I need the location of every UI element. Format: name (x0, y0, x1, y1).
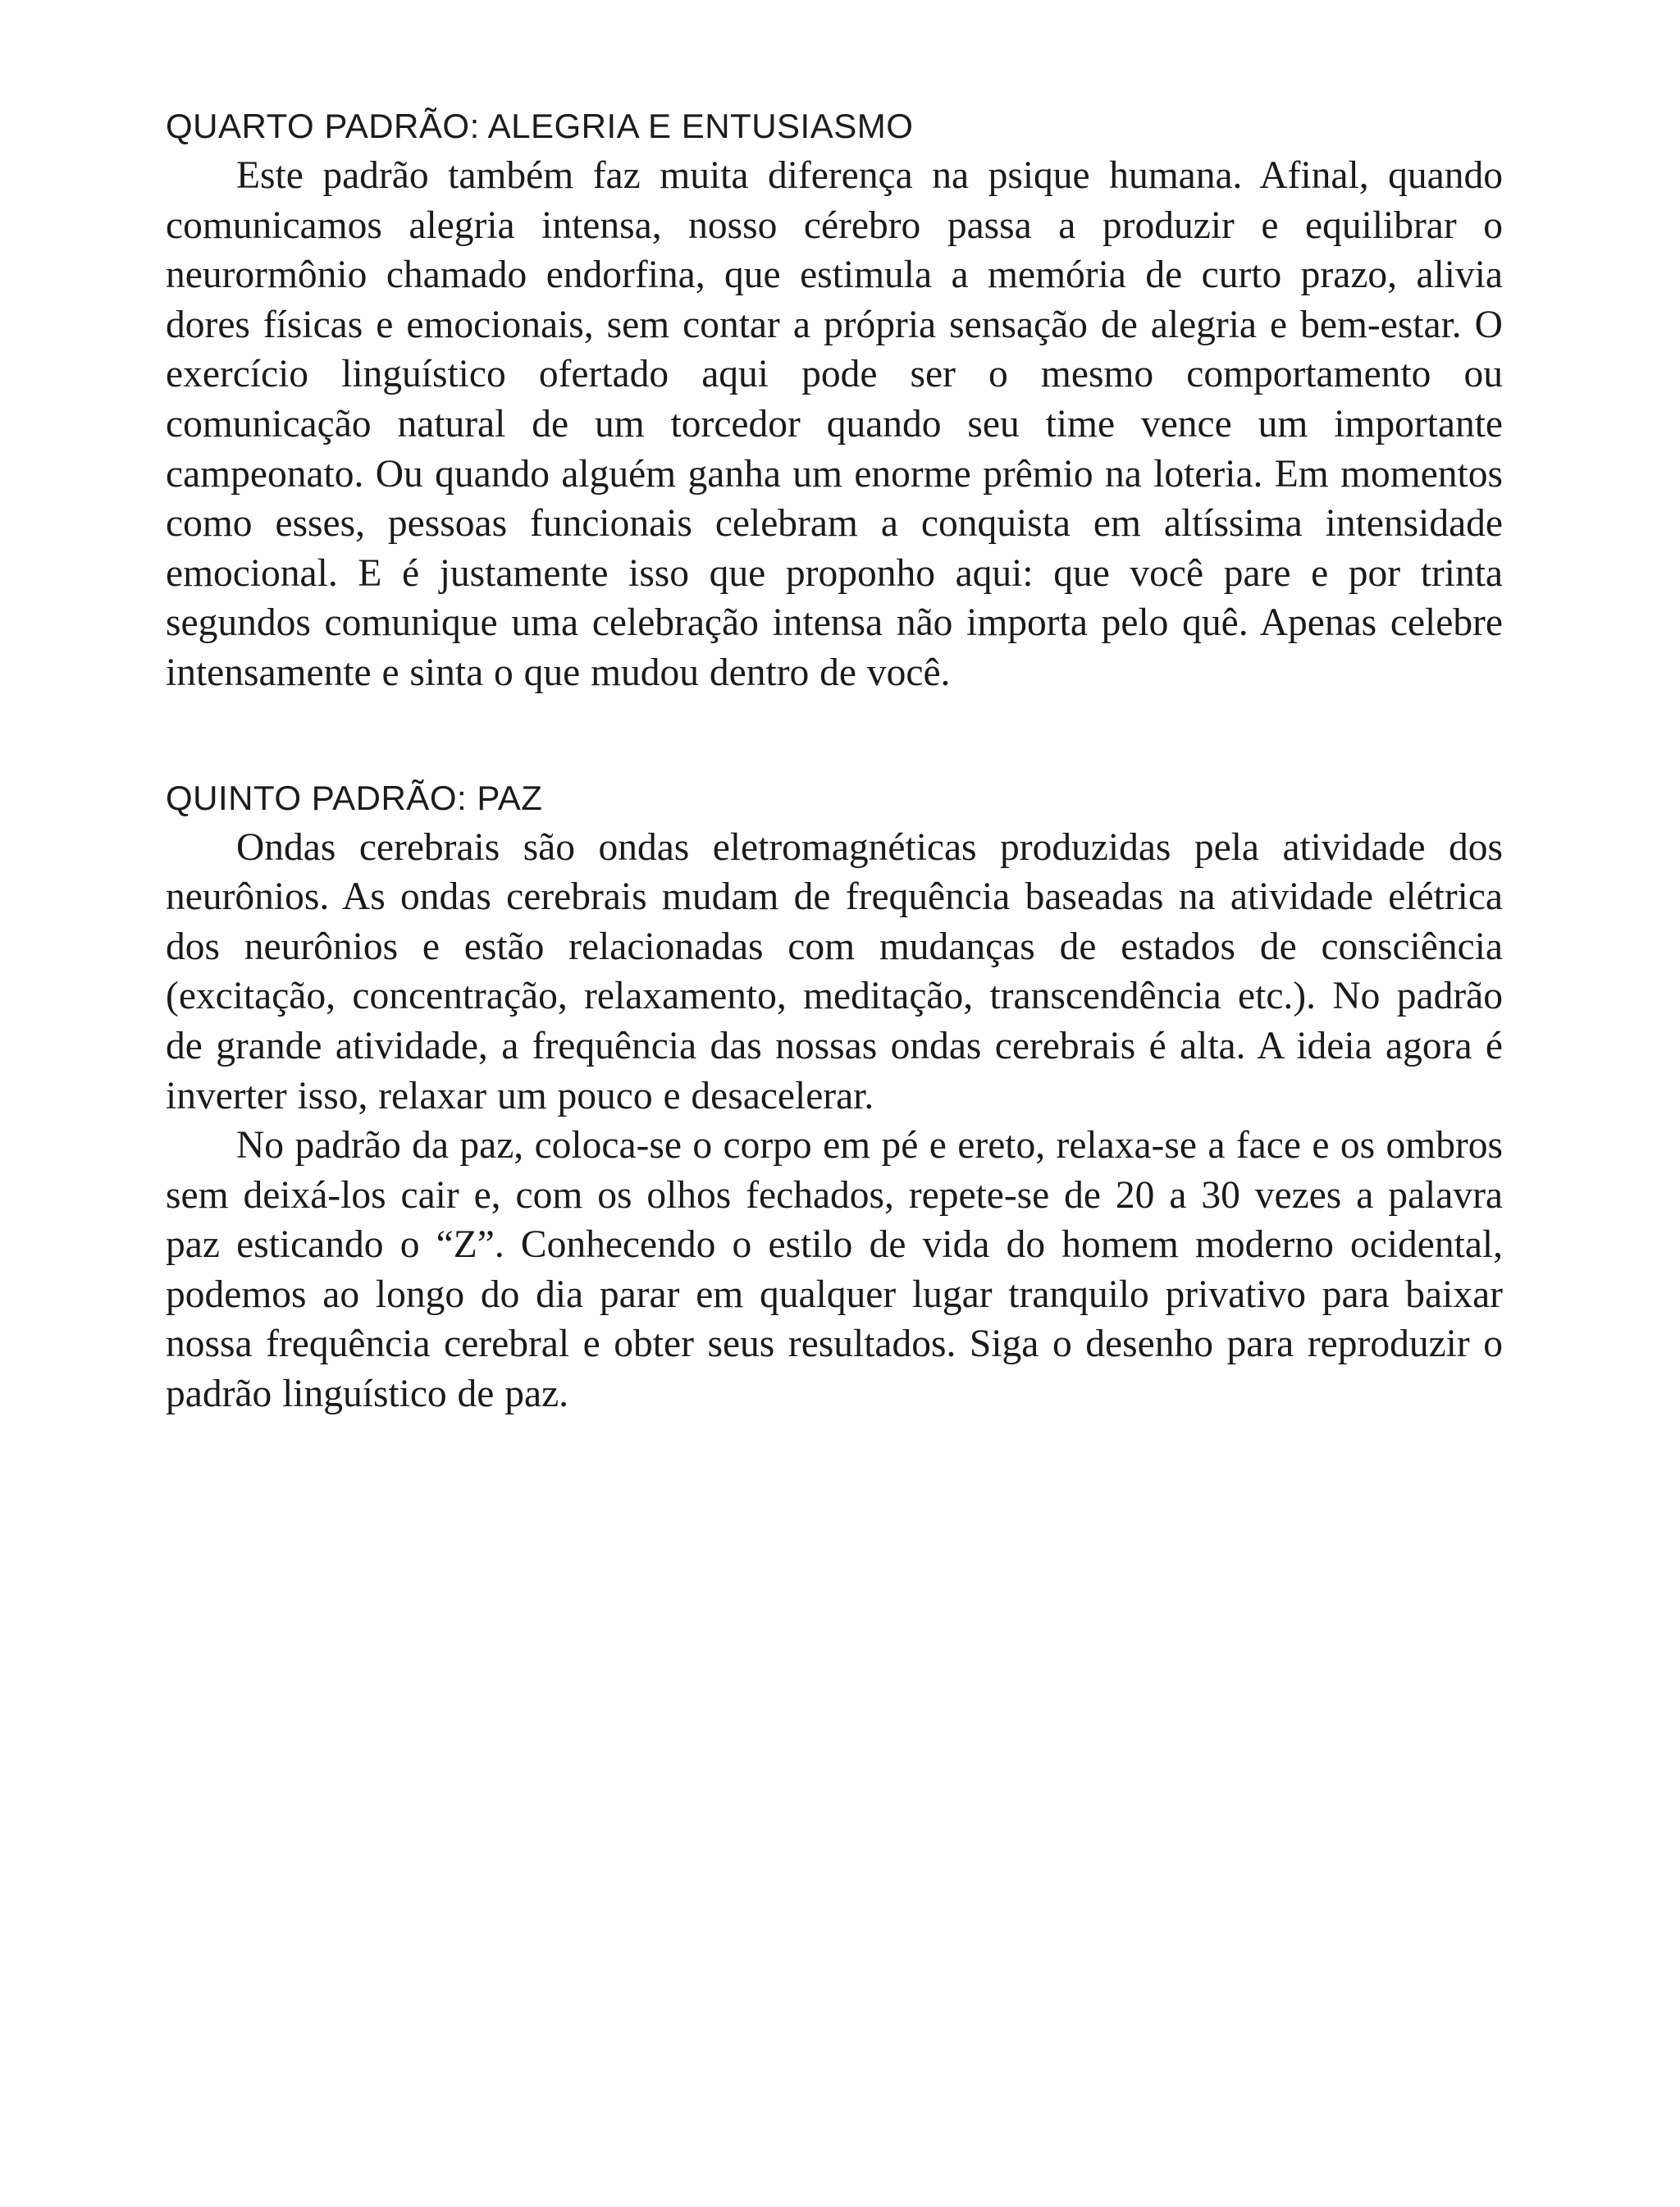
body-paragraph: Este padrão também faz muita diferença na psique humana. Afinal, quando comunicamos alegria intensa, nosso cérebro passa a produzir e equilibrar o neurormônio chamado endorfina, que estimula a memória de curto prazo, alivia dores físicas e emocionais, sem contar a própria sensação de alegria e bem-estar. O exercício linguístico ofertado aqui pode ser o mesmo comportamento ou comunicação natural de um torcedor quando seu time vence um importante campeonato. Ou quando alguém ganha um enorme prêmio na loteria. Em momentos como esses, pessoas funcionais celebram a conquista em altíssima intensidade emocional. E é justamente isso que proponho aqui: que você pare e por trinta segundos comunique uma celebração intensa não importa pelo quê. Apenas celebre intensamente e sinta o que mudou dentro de você. (166, 154, 1503, 694)
section-spacer (166, 698, 1503, 774)
section-heading: QUARTO PADRÃO: ALEGRIA E ENTUSIASMO (166, 107, 914, 145)
document-page (166, 102, 1503, 1419)
section-quarto-padrao (166, 102, 1503, 698)
body-paragraph: No padrão da paz, coloca-se o corpo em pé e ereto, relaxa-se a face e os ombros sem deixá-los cair e, com os olhos fechados, repete-se de 20 a 30 vezes a palavra paz esticando o “Z”. Conhecendo o estilo de vida do homem moderno ocidental, podemos ao longo do dia parar em qualquer lugar tranquilo privativo para baixar nossa frequência cerebral e obter seus resultados. Siga o desenho para reproduzir o padrão linguístico de paz. (166, 1124, 1503, 1416)
section-heading: QUINTO PADRÃO: PAZ (166, 778, 543, 817)
body-paragraph: Ondas cerebrais são ondas eletromagnéticas produzidas pela atividade dos neurônios. As ondas cerebrais mudam de frequência baseadas na atividade elétrica dos neurônios e estão relacionadas com mudanças de estados de consciência (excitação, concentração, relaxamento, meditação, transcendência etc.). No padrão de grande atividade, a frequência das nossas ondas cerebrais é alta. A ideia agora é inverter isso, relaxar um pouco e desacelerar. (166, 825, 1503, 1117)
section-quinto-padrao (166, 774, 1503, 1419)
